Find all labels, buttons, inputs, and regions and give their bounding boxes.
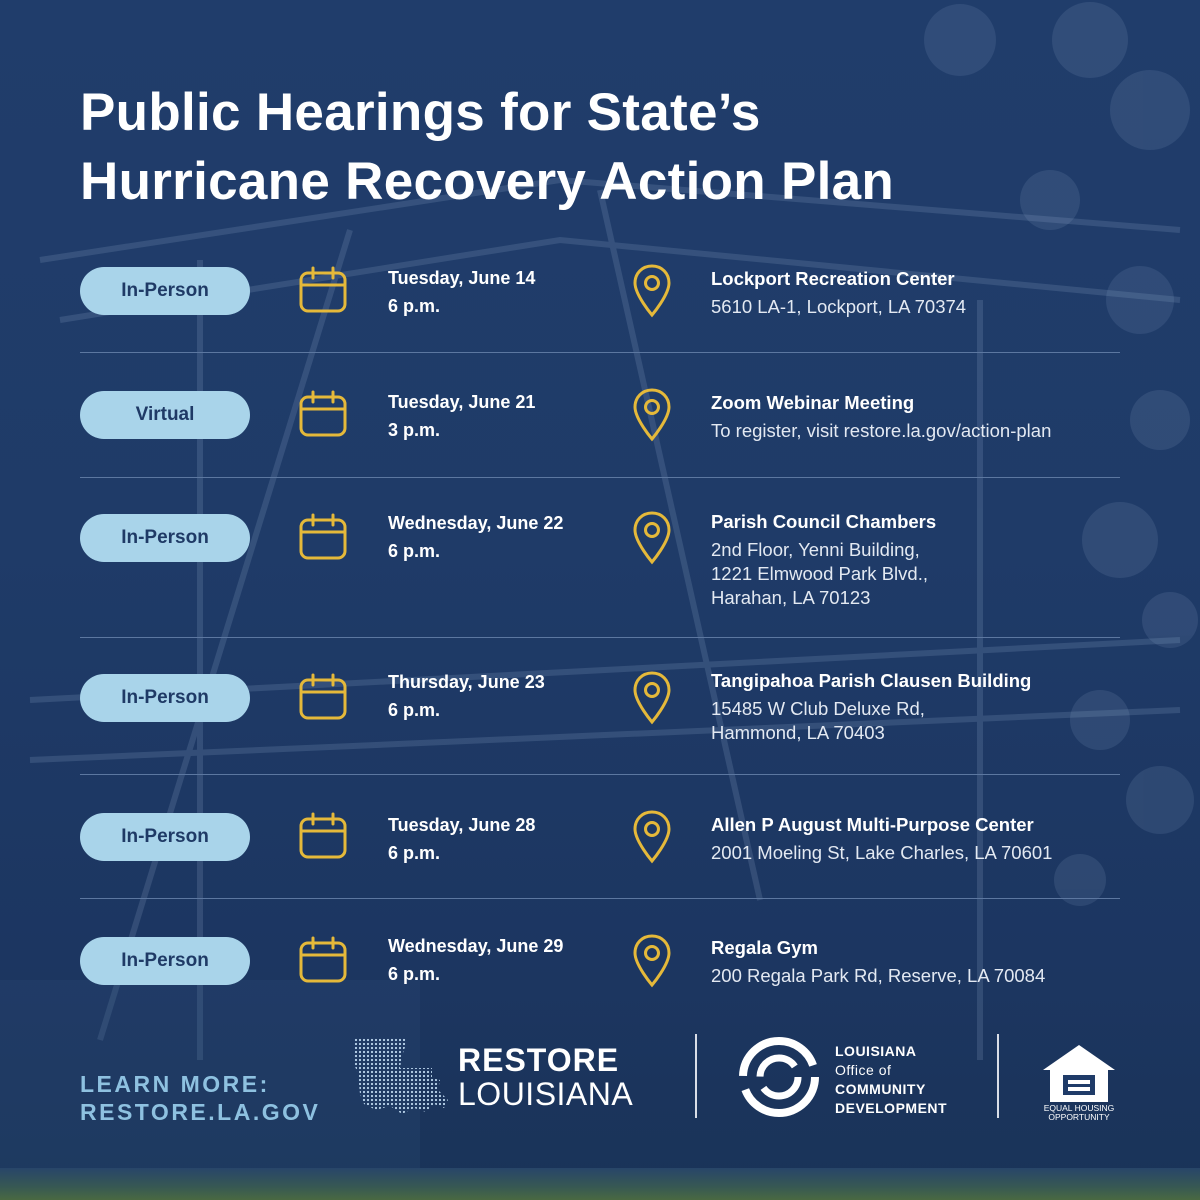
ocd-line-3: COMMUNITY — [835, 1081, 926, 1097]
restore-logo-line-1: RESTORE — [458, 1042, 620, 1078]
location-address-line: 2nd Floor, Yenni Building, — [711, 539, 920, 560]
hearing-datetime — [388, 388, 535, 444]
restore-louisiana-logo — [458, 1043, 633, 1111]
location-name: Allen P August Multi-Purpose Center — [711, 814, 1034, 835]
restore-logo-line-2: LOUISIANA — [458, 1076, 634, 1112]
eho-line-1: EQUAL HOUSING — [1043, 1103, 1115, 1113]
location-name: Lockport Recreation Center — [711, 268, 955, 289]
row-divider — [80, 898, 1120, 899]
ocd-logo-icon — [738, 1036, 820, 1118]
location-pin-icon — [632, 510, 672, 566]
ocd-line-4: DEVELOPMENT — [835, 1100, 948, 1116]
background-grass — [0, 1168, 1200, 1200]
louisiana-map-logo — [350, 1034, 450, 1118]
title-line-1: Public Hearings for State’s — [80, 83, 761, 142]
logo-separator — [695, 1034, 697, 1118]
location-address-line: 200 Regala Park Rd, Reserve, LA 70084 — [711, 965, 1046, 986]
location-name: Parish Council Chambers — [711, 511, 937, 532]
location-pin-icon — [632, 670, 672, 726]
row-divider — [80, 637, 1120, 638]
hearing-datetime — [388, 509, 563, 565]
location-address-line: To register, visit restore.la.gov/action-plan — [711, 420, 1052, 441]
location-address-line: Hammond, LA 70403 — [711, 722, 885, 743]
location-name: Regala Gym — [711, 937, 818, 958]
hearing-location — [711, 267, 966, 319]
row-divider — [80, 352, 1120, 353]
ocd-line-2: Office of — [835, 1062, 892, 1078]
eho-line-2: OPPORTUNITY — [1048, 1112, 1110, 1122]
hearing-location — [711, 391, 1051, 443]
hearing-type-badge: In-Person — [80, 674, 250, 722]
hearing-date: Wednesday, June 29 — [388, 936, 564, 956]
calendar-icon — [298, 811, 348, 861]
hearing-time: 6 p.m. — [388, 843, 441, 863]
hearing-type-badge: In-Person — [80, 267, 250, 315]
location-pin-icon — [632, 263, 672, 319]
learn-more-link[interactable] — [80, 1070, 320, 1126]
location-pin-icon — [632, 933, 672, 989]
hearing-date: Wednesday, June 22 — [388, 513, 564, 533]
calendar-icon — [298, 935, 348, 985]
calendar-icon — [298, 389, 348, 439]
row-divider — [80, 774, 1120, 775]
hearing-datetime — [388, 264, 535, 320]
calendar-icon — [298, 265, 348, 315]
hearing-datetime — [388, 932, 563, 988]
learn-more-url[interactable]: RESTORE.LA.GOV — [80, 1099, 321, 1125]
calendar-icon — [298, 512, 348, 562]
learn-more-label: LEARN MORE: — [80, 1071, 270, 1097]
hearing-location — [711, 510, 936, 610]
location-address-line: Harahan, LA 70123 — [711, 587, 871, 608]
location-pin-icon — [632, 809, 672, 865]
ocd-line-1: LOUISIANA — [835, 1043, 917, 1059]
hearing-time: 6 p.m. — [388, 296, 441, 316]
ocd-logo-text — [835, 1042, 947, 1118]
hearing-time: 6 p.m. — [388, 541, 441, 561]
location-name: Zoom Webinar Meeting — [711, 392, 915, 413]
location-name: Tangipahoa Parish Clausen Building — [711, 670, 1032, 691]
hearing-type-badge: In-Person — [80, 514, 250, 562]
location-address-line: 1221 Elmwood Park Blvd., — [711, 563, 928, 584]
hearing-type-badge: In-Person — [80, 937, 250, 985]
hearing-location — [711, 669, 1031, 745]
hearing-type-badge: In-Person — [80, 813, 250, 861]
location-pin-icon — [632, 387, 672, 443]
hearing-date: Tuesday, June 28 — [388, 815, 536, 835]
hearing-location — [711, 936, 1045, 988]
equal-housing-text — [1037, 1104, 1121, 1122]
hearing-time: 3 p.m. — [388, 420, 441, 440]
hearing-date: Thursday, June 23 — [388, 672, 545, 692]
calendar-icon — [298, 672, 348, 722]
hearing-time: 6 p.m. — [388, 964, 441, 984]
hearing-date: Tuesday, June 21 — [388, 392, 536, 412]
location-address-line: 15485 W Club Deluxe Rd, — [711, 698, 925, 719]
location-address-line: 5610 LA-1, Lockport, LA 70374 — [711, 296, 967, 317]
location-address-line: 2001 Moeling St, Lake Charles, LA 70601 — [711, 842, 1053, 863]
hearing-datetime — [388, 811, 535, 867]
title-line-2: Hurricane Recovery Action Plan — [80, 152, 895, 211]
row-divider — [80, 477, 1120, 478]
hearing-datetime — [388, 668, 545, 724]
logo-separator — [997, 1034, 999, 1118]
hearing-type-badge: Virtual — [80, 391, 250, 439]
page-title — [80, 78, 894, 216]
hearing-date: Tuesday, June 14 — [388, 268, 536, 288]
hearing-location — [711, 813, 1052, 865]
hearing-time: 6 p.m. — [388, 700, 441, 720]
